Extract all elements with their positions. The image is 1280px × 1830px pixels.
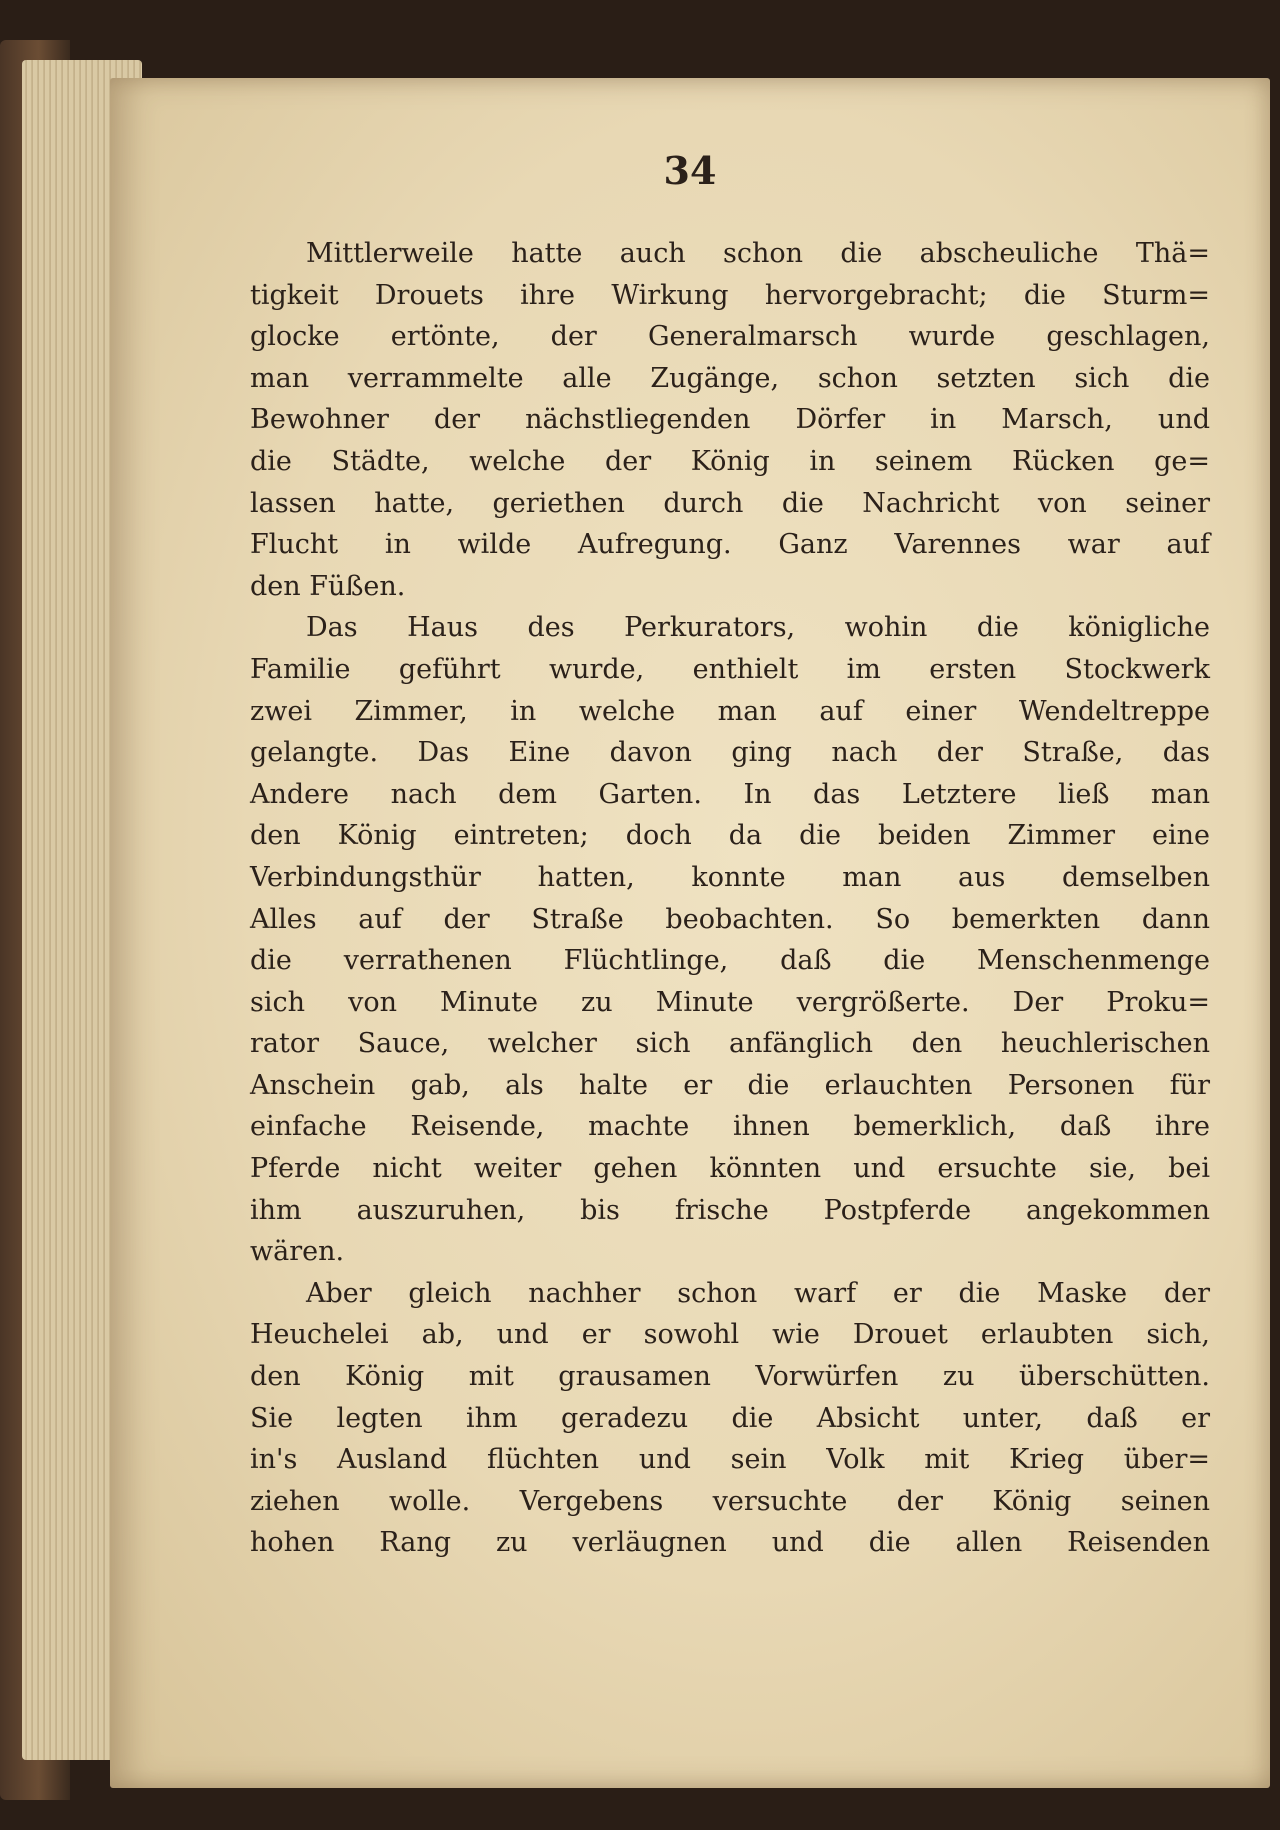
text-line: Sie legten ihm geradezu die Absicht unter, daß er	[250, 1402, 1210, 1434]
text-line: Heuchelei ab, und er sowohl wie Drouet erlaubten sich,	[250, 1319, 1210, 1351]
text-line: lassen hatte, geriethen durch die Nachricht von seiner	[250, 487, 1210, 519]
text-line: in's Ausland flüchten und sein Volk mit Krieg über=	[250, 1444, 1210, 1476]
text-line: Flucht in wilde Aufregung. Ganz Varennes war auf	[250, 529, 1210, 561]
text-line: ihm auszuruhen, bis frische Postpferde angekommen	[250, 1194, 1210, 1226]
text-line: sich von Minute zu Minute vergrößerte. Der Proku=	[250, 986, 1210, 1018]
text-line: Das Haus des Perkurators, wohin die königliche	[306, 612, 1210, 644]
text-line: Anschein gab, als halte er die erlauchten Personen für	[250, 1069, 1210, 1101]
text-line: die Städte, welche der König in seinem Rücken ge=	[250, 445, 1210, 477]
text-line: gelangte. Das Eine davon ging nach der Straße, das	[250, 737, 1210, 769]
text-line: hohen Rang zu verläugnen und die allen Reisenden	[250, 1527, 1210, 1559]
text-line: ziehen wolle. Vergebens versuchte der König seinen	[250, 1485, 1210, 1517]
body-text	[250, 233, 1210, 1564]
text-line: den König eintreten; doch da die beiden Zimmer eine	[250, 820, 1210, 852]
text-line: einfache Reisende, machte ihnen bemerklich, daß ihre	[250, 1111, 1210, 1143]
text-line: Pferde nicht weiter gehen könnten und ersuchte sie, bei	[250, 1153, 1210, 1185]
text-line: wären.	[250, 1236, 345, 1268]
text-line: Familie geführt wurde, enthielt im ersten Stockwerk	[250, 653, 1210, 685]
text-line: Mittlerweile hatte auch schon die abscheuliche Thä=	[306, 238, 1210, 269]
text-line: Andere nach dem Garten. In das Letztere ließ man	[250, 778, 1210, 810]
book-page	[110, 78, 1270, 1788]
page-number: 34	[663, 148, 717, 193]
text-line: zwei Zimmer, in welche man auf einer Wendeltreppe	[250, 695, 1210, 727]
text-line: den Füßen.	[250, 570, 406, 602]
text-line: glocke ertönte, der Generalmarsch wurde geschlagen,	[250, 321, 1210, 353]
text-line: Verbindungsthür hatten, konnte man aus demselben	[250, 861, 1210, 893]
text-line: rator Sauce, welcher sich anfänglich den heuchlerischen	[250, 1028, 1210, 1060]
text-line: Aber gleich nachher schon warf er die Maske der	[306, 1277, 1210, 1309]
text-line: Alles auf der Straße beobachten. So bemerkten dann	[250, 903, 1210, 935]
text-line: den König mit grausamen Vorwürfen zu überschütten.	[250, 1361, 1210, 1393]
text-line: man verrammelte alle Zugänge, schon setzten sich die	[250, 362, 1210, 394]
text-line: Bewohner der nächstliegenden Dörfer in Marsch, und	[250, 404, 1210, 436]
text-line: die verrathenen Flüchtlinge, daß die Menschenmenge	[250, 945, 1210, 977]
text-line: tigkeit Drouets ihre Wirkung hervorgebracht; die Sturm=	[250, 279, 1210, 311]
